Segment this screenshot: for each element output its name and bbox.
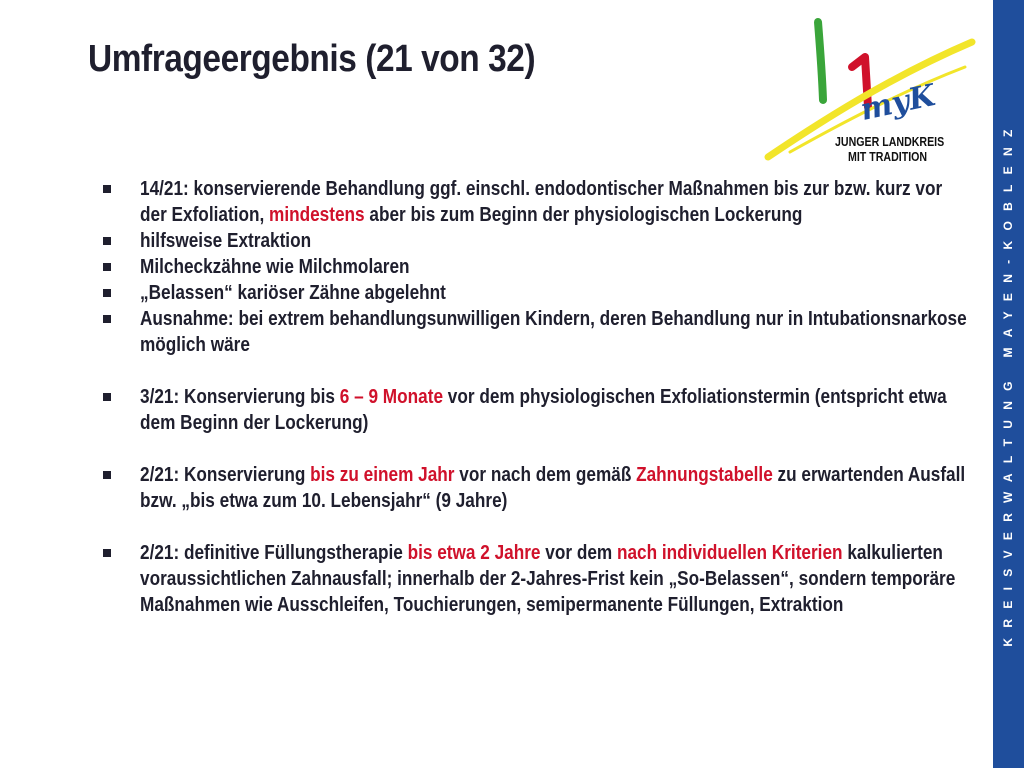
bullet-text	[140, 176, 968, 228]
highlight-text: bis etwa 2 Jahre	[407, 542, 541, 564]
bullet-text	[140, 462, 968, 514]
bullet-text-part: vor dem physiologischen Exfoliationstermin (entspricht etwa dem Beginn der Lockerung)	[140, 386, 947, 434]
bullet-text-part: 2/21: Konservierung	[140, 464, 311, 486]
bullet-text-part: Milcheckzähne wie Milchmolaren	[140, 256, 410, 278]
bullet-text-part: hilfsweise Extraktion	[140, 230, 312, 252]
logo-line-1: JUNGER LANDKREIS	[835, 135, 945, 149]
bullet-text	[140, 280, 968, 306]
bullet-item	[100, 280, 970, 306]
bullet-text	[140, 540, 968, 618]
bullet-list	[100, 176, 970, 618]
highlight-text: Zahnungstabelle	[636, 464, 773, 486]
bullet-text	[140, 254, 968, 280]
bullet-text-part: kalkulierten voraussichtlichen Zahnausfall; innerhalb der 2-Jahres-Frist kein „So-Belassen“, sondern temporäre Maßnahmen wie Ausschleifen, Touchierungen, semipermanente Füllungen, Extraktion	[140, 542, 956, 616]
bullet-text-part: aber bis zum Beginn der physiologischen Lockerung	[364, 204, 803, 226]
highlight-text: nach individuellen Kriterien	[616, 542, 843, 564]
slide-title: Umfrageergebnis (21 von 32)	[88, 38, 536, 80]
bullet-item	[100, 254, 970, 280]
logo-line-2: MIT TRADITION	[848, 150, 928, 164]
highlight-text: mindestens	[269, 204, 365, 226]
bullet-text	[140, 306, 968, 358]
bullet-text-part: 2/21: definitive Füllungstherapie	[140, 542, 408, 564]
bullet-text-part: 3/21: Konservierung bis	[140, 386, 340, 408]
bullet-text-part: vor dem	[540, 542, 617, 564]
bullet-item	[100, 540, 970, 618]
bullet-text	[140, 228, 968, 254]
bullet-item	[100, 462, 970, 514]
bullet-item	[100, 306, 970, 358]
bullet-item	[100, 228, 970, 254]
highlight-text: 6 – 9 Monate	[339, 386, 444, 408]
logo-green-stroke	[818, 22, 823, 100]
highlight-text: bis zu einem Jahr	[310, 464, 455, 486]
bullet-text-part: zu erwartenden Ausfall bzw. „bis etwa zum 10. Lebensjahr“ (9 Jahre)	[140, 464, 966, 512]
sidebar-label: KREISVERWALTUNG MAYEN-KOBLENZ	[1001, 119, 1015, 647]
bullet-item	[100, 384, 970, 436]
bullet-text-part: vor nach dem gemäß	[454, 464, 637, 486]
bullet-text	[140, 384, 968, 436]
bullet-text-part: „Belassen“ kariöser Zähne abgelehnt	[140, 282, 446, 304]
bullet-text-part: 14/21: konservierende Behandlung ggf. einschl. endodontischer Maßnahmen bis zur bzw. kurz vor der Exfoliation,	[140, 178, 943, 226]
bullet-text-part: Ausnahme: bei extrem behandlungsunwilligen Kindern, deren Behandlung nur in Intubationsnarkose möglich wäre	[140, 308, 967, 356]
logo-script: myK	[857, 78, 939, 128]
bullet-item	[100, 176, 970, 228]
